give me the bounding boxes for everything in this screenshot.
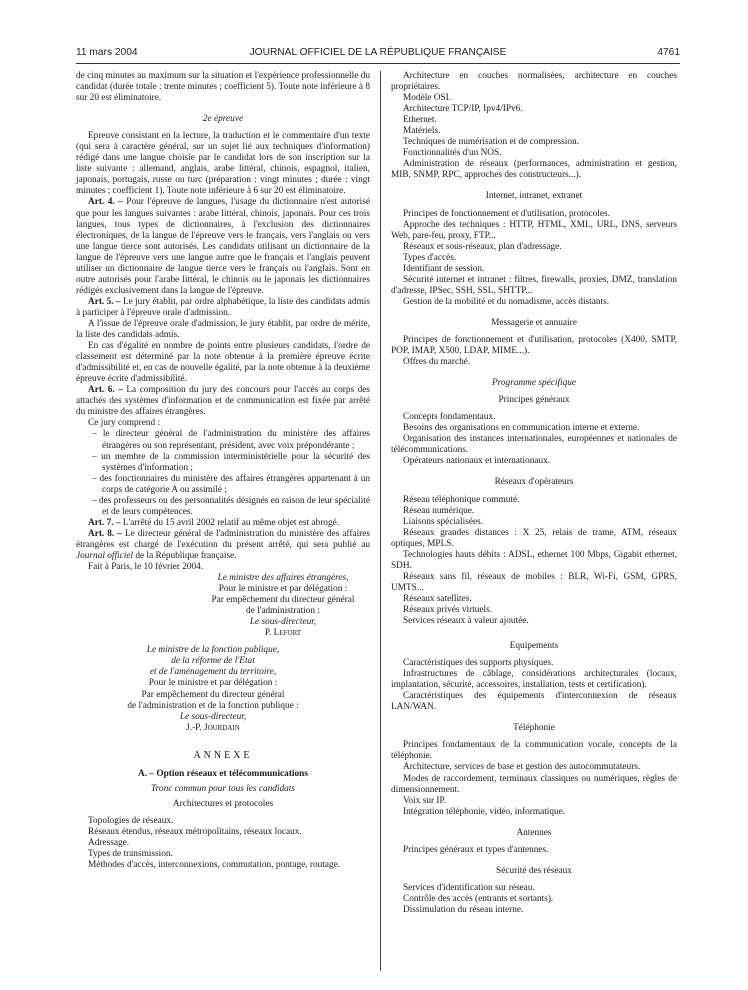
paragraph: A l'issue de l'épreuve orale d'admission, le jury établit, par ordre de mérite, la liste des candidats admis. [76,318,370,341]
list-item: Identifiant de session. [403,263,485,274]
annexe-heading: ANNEXE [193,749,253,761]
signature-line: Pour le ministre et par délégation : [218,584,348,595]
signature-line: de l'administration : [246,606,320,617]
list-item: Architecture, services de base et gestion des autocommutateurs. [403,762,641,773]
list-item: Contrôle des accès (entrants et sortants). [403,893,554,904]
list-item: Réseaux grandes distances : X 25, relais de trame, ATM, réseaux optiques, MPLS. [391,527,677,549]
list-item: Ethernet. [403,115,437,126]
signatory-title: de la réforme de l'Etat [171,656,255,667]
paragraph: En cas d'égalité en nombre de points entre plusieurs candidats, l'ordre de classement est déterminé par la note obtenue à la première épreuve écrite d'admissibilité et, en cas de nouvelle égalité, par la note obtenue à la deuxième épreuve écrite d'admissibilité. [76,341,370,385]
list-item: Matériels. [403,126,441,137]
list-item: Principes de fonctionnement et d'utilisation, protocoles. [403,208,610,219]
list-item: Modes de raccordement, terminaux classiques ou numériques, règles de dimensionnement. [391,773,677,795]
tronc-commun-heading: Tronc commun pour tous les candidats [150,783,295,794]
article-label: Art. 6. – [88,385,123,396]
article-8 [76,529,370,562]
list-item: Dissimulation du réseau interne. [403,904,524,915]
list-item: Concepts fondamentaux. [403,412,496,423]
signature-line: de l'administration et de la fonction publique : [127,700,299,711]
fait-a-paris: Fait à Paris, le 10 février 2004. [88,562,204,573]
list-item: Organisation des instances internationales, européennes et nationales de télécommunications. [391,434,677,456]
article-text: Le directeur général de l'administration du ministère des affaires étrangères est chargé de l'exécution du présent arrêté, qui sera publié au [76,528,370,550]
column-divider [380,71,381,971]
signatory-name: P. Lefort [264,628,302,639]
list-item: Liaisons spécialisées. [403,516,484,527]
section-heading: Sécurité des réseaux [496,865,572,876]
section-heading: Principes généraux [498,395,570,406]
signatory-title: Le ministre de la fonction publique, [146,645,280,656]
list-item: Caractéristiques des équipements d'interconnexion de réseaux LAN/WAN. [391,691,677,713]
paragraph: Ce jury comprend : [88,418,161,429]
list-item: Intégration téléphonie, vidéo, informatique. [403,806,566,817]
list-item: Architecture TCP/IP, Ipv4/IPv6. [403,104,523,115]
list-item: Modèle OSI. [403,93,452,104]
list-item: Services d'identification sur réseau. [403,882,535,893]
list-item: Adressage. [88,838,130,848]
list-item: Méthodes d'accès, interconnexions, commutation, pontage, routage. [88,860,341,871]
list-item: Réseaux étendus, réseaux métropolitains, réseaux locaux. [88,826,302,837]
section-heading: Equipements [509,641,559,652]
list-item: Sécurité internet et intranet : filtres, firewalls, proxies, DMZ, translation d'adresse, IPSec, SSH, SSL, SHTTP... [391,274,677,296]
programme-specifique-heading: Programme spécifique [491,378,577,389]
section-heading: Téléphonie [513,723,555,734]
list-item: Réseau numérique. [403,505,475,516]
option-a-heading: A. – Option réseaux et télécommunications [138,768,308,779]
list-item: Fonctionnalités d'un NOS. [403,148,502,159]
right-column [391,71,677,916]
signatory-name: J.-P. Jourdain [186,722,240,733]
article-text: La composition du jury des concours pour l'accès au corps des attachés des systèmes d'information et de communication est fixée par arrêté du ministre des affaires étrangères. [76,385,371,418]
header-date: 11 mars 2004 [76,47,138,58]
header-page-number: 4761 [657,47,680,58]
section-heading: Antennes [516,827,552,838]
header-journal-title: JOURNAL OFFICIEL DE LA RÉPUBLIQUE FRANÇAISE [249,47,507,58]
list-item: Techniques de numérisation et de compression. [403,137,579,148]
article-text: Le jury établit, par ordre alphabétique, la liste des candidats admis à participer à l'épreuve orale d'admission. [76,296,371,318]
article-text: L'arrêté du 15 avril 2002 relatif au même objet est abrogé. [120,517,340,528]
list-item: – un membre de la commission interministérielle pour la sécurité des systèmes d'information ; [92,451,370,473]
section-heading: Réseaux d'opérateurs [494,477,574,488]
epreuve-2-heading: 2e épreuve [202,114,244,125]
signature-line: Pour le ministre et par délégation : [148,678,278,689]
list-item: Services réseaux à valeur ajoutée. [403,616,529,627]
list-item: Opérateurs nationaux et internationaux. [403,456,551,467]
list-item: Types d'accès. [403,252,457,263]
article-label: Art. 7. – [88,517,121,528]
section-heading: Messagerie et annuaire [491,317,577,328]
list-item: Principes généraux et types d'antennes. [403,844,549,855]
page-header [76,47,680,61]
list-item: Approche des techniques : HTTP, HTML, XML, URL, DNS, serveurs Web, pare-feu, proxy, FTP... [391,219,677,241]
list-item: Architecture en couches normalisées, architecture en couches propriétaires. [391,71,677,93]
signature-line: Par empêchement du directeur général [141,689,285,700]
section-heading: Architectures et protocoles [172,798,274,809]
article-label: Art. 4. – [88,197,123,208]
list-item: Technologies hauts débits : ADSL, ethernet 100 Mbps, Gigabit ethernet, SDH. [391,549,677,571]
list-item: Offres du marché. [403,357,471,368]
journal-officiel-ref: Journal officiel [76,550,134,561]
paragraph: Epreuve consistant en la lecture, la traduction et le commentaire d'un texte (qui sera à caractère général, sur un sujet lié aux techniques d'information) rédigé dans une langue choisie par le candidat lors de son inscription sur la liste suivante : allemand, anglais, arabe littéral, chinois, espagnol, italien, japonais, portugais, russe ou turc (préparation : vingt minutes ; durée : vingt minutes ; coefficient 1). Toute note inférieure à 6 sur 20 est éliminatoire. [76,131,370,197]
article-label: Art. 8. – [88,528,122,539]
signatory-title: et de l'aménagement du territoire, [149,667,277,678]
list-item: Réseaux privés virtuels. [403,604,493,615]
list-item: Besoins des organisations en communication interne et externe. [403,423,640,434]
list-item: Réseaux satellites. [403,593,472,604]
signatory-title: Le ministre des affaires étrangères, [217,573,349,584]
article-5 [76,297,370,319]
article-text: Pour l'épreuve de langues, l'usage du dictionnaire n'est autorisé que pour les langues suivantes : arabe littéral, chinois, japonais. Pour ces trois langues, tous types de dictionnaires, à l'exclusion des dictionnaires électroniques, de la langue de l'épreuve vers le français, vers l'anglais ou vers une langue tierce sont autorisés. Les candidats utilisant un dictionnaire de la langue de l'épreuve vers une langue autre que le français et l'anglais peuvent utiliser un dictionnaire de langue tierce vers le français ou l'anglais. Sont en outre autorisés pour l'arabe littéral, le chinois ou le japonais les dictionnaires rédigés exclusivement dans la langue de l'épreuve. [76,197,370,296]
signature-line: Par empêchement du directeur général [211,595,355,606]
article-label: Art. 5. – [88,296,121,307]
list-item: Infrastructures de câblage, considérations architecturales (locaux, implantation, sécurité, accessoires, installation, tests et certification). [391,669,677,691]
list-item: – des fonctionnaires du ministère des affaires étrangères appartenant à un corps de catégorie A ou assimilé ; [92,473,370,495]
signature-line: Le sous-directeur, [179,711,247,722]
section-heading: Internet, intranet, extranet [485,191,583,202]
list-item: Réseaux et sous-réseaux, plan d'adressage. [403,241,562,252]
list-item: Principes fondamentaux de la communication vocale, concepts de la téléphonie. [391,740,677,762]
signature-block-1 [196,573,370,639]
list-item: Topologies de réseaux. [88,815,174,826]
paragraph: de cinq minutes au maximum sur la situation et l'expérience professionnelle du candidat (durée totale : trente minutes ; coefficient 5). Toute note inférieure à 8 sur 20 est éliminatoire. [76,71,370,104]
left-column [76,71,370,871]
signature-line: Le sous-directeur, [249,617,317,628]
article-4 [76,197,370,296]
list-item: – des professeurs ou des personnalités désignés en raison de leur spécialité et de leurs compétences. [92,495,370,517]
list-item: Gestion de la mobilité et du nomadisme, accès distants. [403,296,610,307]
list-item: Réseau téléphonique commuté. [403,494,520,505]
article-text: de la République française. [133,550,237,561]
list-item: – le directeur général de l'administration du ministère des affaires étrangères ou son représentant, président, avec voix prépondérante ; [92,429,370,451]
list-item: Administration de réseaux (performances, administration et gestion, MIB, SNMP, RPC, approches des constructeurs...). [391,159,677,181]
signature-block-2 [98,645,328,733]
list-item: Principes de fonctionnement et d'utilisation, protocoles (X400, SMTP, POP, IMAP, X500, LDAP, MIME...). [391,334,677,357]
list-item: Voix sur IP. [403,795,446,806]
article-6 [76,385,370,418]
list-item: Types de transmission. [88,849,173,860]
article-7 [76,518,370,529]
list-item: Caractéristiques des supports physiques. [403,658,554,669]
header-rule [76,63,680,64]
list-item: Réseaux sans fil, réseaux de mobiles : BLR, Wi-Fi, GSM, GPRS, UMTS... [391,571,677,593]
